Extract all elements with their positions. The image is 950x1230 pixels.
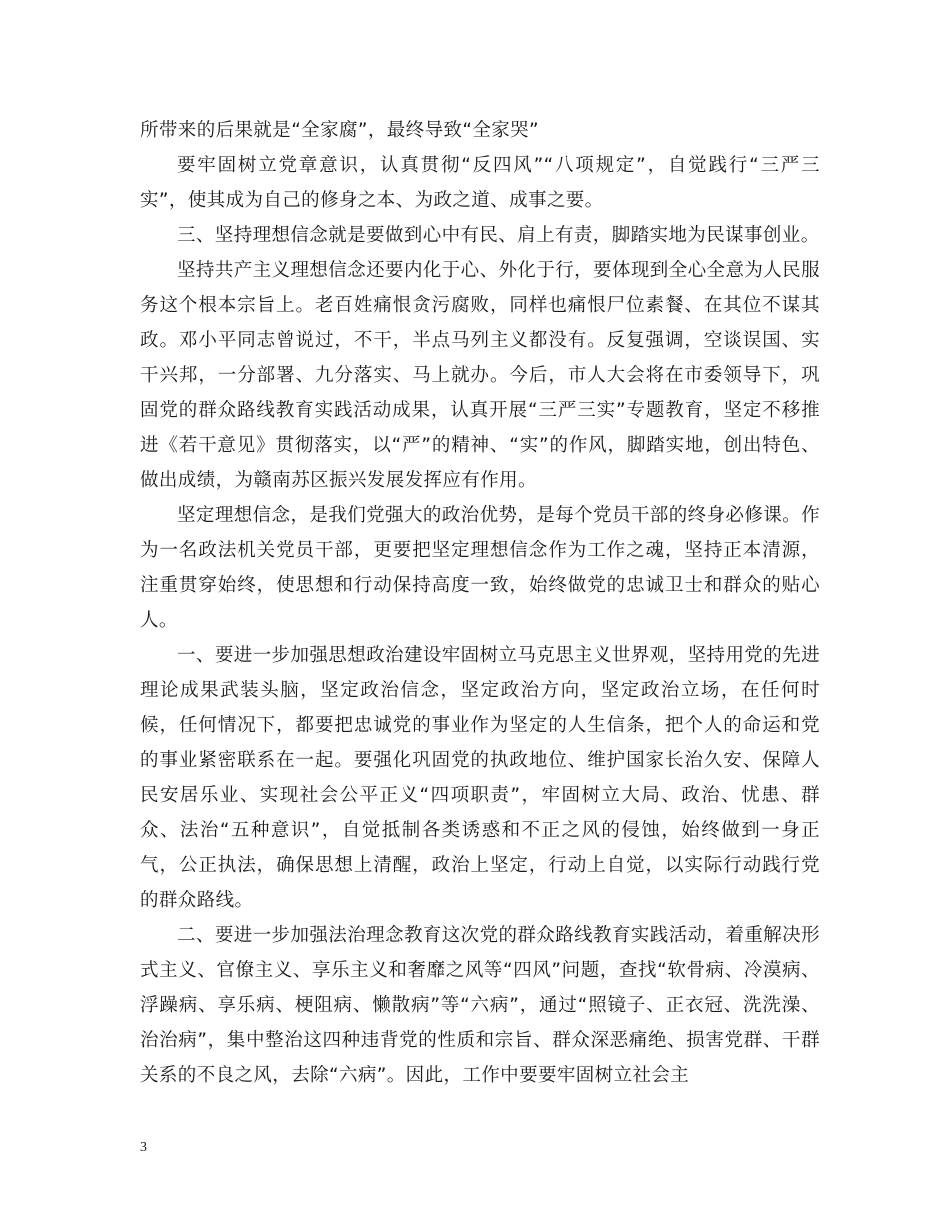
paragraph-4: 坚持共产主义理想信念还要内化于心、外化于行，要体现到全心全意为人民服务这个根本宗旨上。老百姓痛恨贪污腐败，同样也痛恨尸位素餐、在其位不谋其政。邓小平同志曾说过，不干，半点马列主义都没有。反复强调，空谈误国、实干兴邦，一分部署、九分落实、马上就办。今后，市人大会将在市委领导下，巩固党的群众路线教育实践活动成果，认真开展“三严三实”专题教育，坚定不移推进《若干意见》贯彻落实，以“严”的精神、“实”的作风，脚踏实地，创出特色、做出成绩，为赣南苏区振兴发展发挥应有作用。 bbox=[140, 260, 820, 491]
paragraph-6: 一、要进一步加强思想政治建设牢固树立马克思主义世界观，坚持用党的先进理论成果武装头脑，坚定政治信念，坚定政治方向，坚定政治立场，在任何时候，任何情况下，都要把忠诚党的事业作为坚定的人生信条，把个人的命运和党的事业紧密联系在一起。要强化巩固党的执政地位、维护国家长治久安、保障人民安居乐业、实现社会公平正义“四项职责”，牢固树立大局、政治、忧患、群众、法治“五种意识”，自觉抵制各类诱惑和不正之风的侵蚀，始终做到一身正气，公正执法，确保思想上清醒，政治上坚定，行动上自觉，以实际行动践行党的群众路线。 bbox=[140, 645, 820, 911]
paragraph-7: 二、要进一步加强法治理念教育这次党的群众路线教育实践活动，着重解决形式主义、官僚主义、享乐主义和奢靡之风等“四风”问题，查找“软骨病、冷漠病、浮躁病、享乐病、梗阻病、懒散病”等“六病”，通过“照镜子、正衣冠、洗洗澡、治治病”，集中整治这四种违背党的性质和宗旨、群众深恶痛绝、损害党群、干群关系的不良之风，去除“六病”。因此，工作中要要牢固树立社会主 bbox=[140, 925, 820, 1086]
paragraph-5: 坚定理想信念，是我们党强大的政治优势，是每个党员干部的终身必修课。作为一名政法机关党员干部，更要把坚定理想信念作为工作之魂，坚持正本清源，注重贯穿始终，使思想和行动保持高度一致，始终做党的忠诚卫士和群众的贴心人。 bbox=[140, 505, 820, 631]
document-body bbox=[140, 113, 820, 1093]
paragraph-1: 所带来的后果就是“全家腐”，最终导致“全家哭” bbox=[140, 120, 540, 141]
paragraph-2: 要牢固树立党章意识，认真贯彻“反四风”“八项规定”，自觉践行“三严三实”，使其成为自己的修身之本、为政之道、成事之要。 bbox=[140, 155, 820, 211]
page-number: 3 bbox=[140, 1140, 147, 1155]
paragraph-3: 三、坚持理想信念就是要做到心中有民、肩上有责，脚踏实地为民谋事创业。 bbox=[177, 225, 820, 246]
